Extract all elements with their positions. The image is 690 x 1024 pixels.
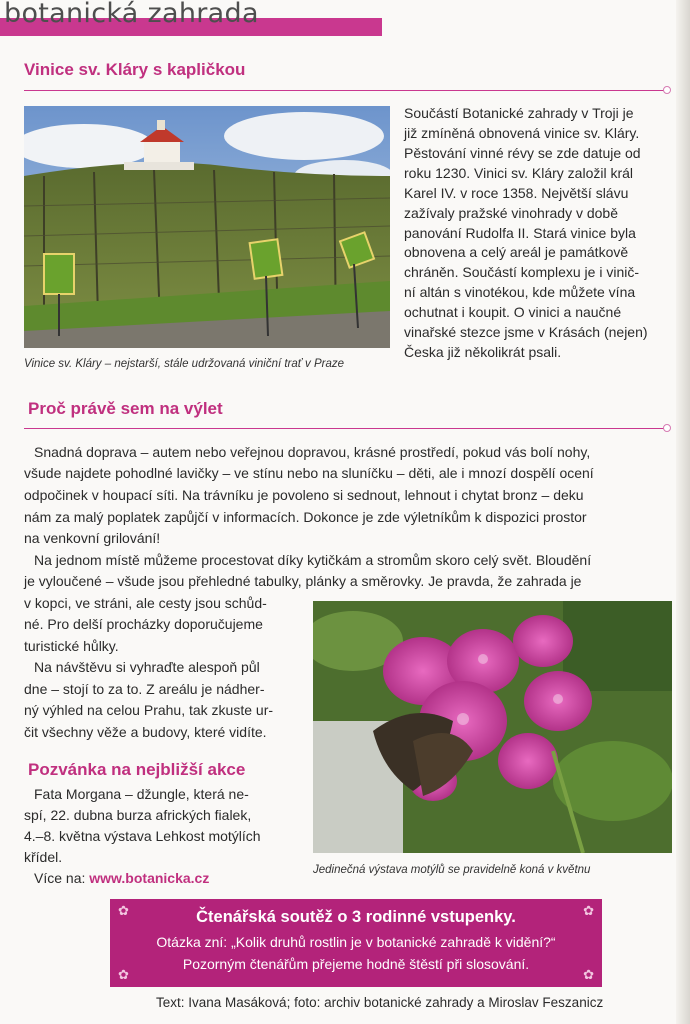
reader-contest-box xyxy=(110,899,602,987)
contest-title: Čtenářská soutěž o 3 rodinné vstupenky. xyxy=(196,908,516,926)
why-visit-line: je vyloučené – všude jsou přehledné tabulky, plánky a směrovky. Je pravda, že zahrada je xyxy=(24,573,582,589)
orchid-photo-graphic xyxy=(313,601,672,853)
vineyard-text-line: Česka již několikrát psali. xyxy=(404,344,562,360)
section-title: botanická zahrada xyxy=(4,0,259,29)
page-spine-shadow xyxy=(676,0,690,1024)
flower-ornament-icon: ✿ xyxy=(118,903,129,918)
photo-text-credit: Text: Ivana Masáková; foto: archiv botanické zahrady a Miroslav Feszanicz xyxy=(156,995,604,1010)
why-visit-line: dne – stojí to za to. Z areálu je nádher- xyxy=(24,681,265,697)
vineyard-text-line: Součástí Botanické zahrady v Troji je xyxy=(404,105,634,121)
contest-wish: Pozorným čtenářům přejeme hodně štěstí při slosování. xyxy=(182,956,530,972)
why-visit-line: na venkovní grilování! xyxy=(24,530,161,546)
why-visit-line: čit všechny věže a budovy, které vidíte. xyxy=(24,724,267,740)
vineyard-text-line: zažívaly pražské vinohrady v době xyxy=(404,205,618,221)
rule-end-ornament xyxy=(663,86,671,94)
why-visit-line: všude najdete pohodlné lavičky – ve stínu nebo na sluníčku – děti, ale i mnozí dospělí ocení xyxy=(24,465,594,481)
vineyard-photo-caption: Vinice sv. Kláry – nejstarší, stále udržovaná viniční trať v Praze xyxy=(24,358,345,370)
vineyard-photo-graphic xyxy=(24,106,390,348)
events-line: spí, 22. dubna burza afrických fialek, xyxy=(24,807,252,823)
vineyard-text-line: vinařské stezce jsme v Krásách (nejen) xyxy=(404,324,648,340)
heading-rule xyxy=(24,428,666,429)
heading-rule xyxy=(24,90,666,91)
flower-ornament-icon: ✿ xyxy=(583,903,594,918)
events-line: Fata Morgana – džungle, která ne- xyxy=(34,786,249,802)
vineyard-text-line: Karel IV. v roce 1358. Největší slávu xyxy=(404,185,629,201)
events-more-line xyxy=(34,868,209,888)
why-visit-line: turistické hůlky. xyxy=(24,638,119,654)
vineyard-text-line: obnovena a celý areál je památkově xyxy=(404,244,629,260)
vineyard-text-line: ní altán s vinotékou, kde můžete vína xyxy=(404,284,636,300)
flower-ornament-icon: ✿ xyxy=(583,967,594,982)
events-heading: Pozvánka na nejbližší akce xyxy=(28,760,246,779)
events-line: 4.–8. května výstava Lehkost motýlích xyxy=(24,828,261,844)
vineyard-text-line: již zmíněná obnovená vinice sv. Kláry. xyxy=(404,125,640,141)
vineyard-text-line: panování Rudolfa II. Stará vinice byla xyxy=(404,225,636,241)
events-line: křídel. xyxy=(24,849,63,865)
more-label: Více na: xyxy=(34,870,86,886)
why-visit-line: v kopci, ve stráni, ale cesty jsou schůd- xyxy=(24,595,267,611)
rule-end-ornament xyxy=(663,424,671,432)
why-visit-line: Snadná doprava – autem nebo veřejnou dopravou, krásné prostředí, pokud vás bolí nohy, xyxy=(34,444,591,460)
why-visit-line: Na jednom místě můžeme procestovat díky kytičkám a stromům skoro celý svět. Bloudění xyxy=(34,552,592,568)
vineyard-heading: Vinice sv. Kláry s kapličkou xyxy=(24,60,246,79)
flower-ornament-icon: ✿ xyxy=(118,967,129,982)
vineyard-text-line: ochutnat i koupit. O vinici a naučné xyxy=(404,304,622,320)
website-link[interactable]: www.botanicka.cz xyxy=(89,870,210,886)
vineyard-text-line: Pěstování vinné révy se zde datuje od xyxy=(404,145,641,161)
vineyard-text-line: roku 1230. Vinici sv. Kláry založil král xyxy=(404,165,634,181)
why-visit-line: ný výhled na celou Prahu, tak zkuste ur- xyxy=(24,702,274,718)
orchid-photo-caption: Jedinečná výstava motýlů se pravidelně koná v květnu xyxy=(313,864,591,876)
why-visit-line: nám za malý poplatek zapůjčí v informacích. Dokonce je zde výletníkům k dispozici prostor xyxy=(24,509,587,525)
vineyard-photo xyxy=(24,106,390,348)
why-visit-line: né. Pro delší procházky doporučujeme xyxy=(24,616,263,632)
why-visit-heading: Proč právě sem na výlet xyxy=(28,399,223,418)
vineyard-text-line: chráněn. Součástí komplexu je i vinič- xyxy=(404,264,639,280)
why-visit-line: odpočinek v houpací síti. Na trávníku je povoleno si sednout, lehnout i chytat bronz – deku xyxy=(24,487,584,503)
contest-question: Otázka zní: „Kolik druhů rostlin je v botanické zahradě k vidění?“ xyxy=(156,934,556,950)
orchid-butterfly-photo xyxy=(313,601,672,853)
why-visit-line: Na návštěvu si vyhraďte alespoň půl xyxy=(34,659,260,675)
